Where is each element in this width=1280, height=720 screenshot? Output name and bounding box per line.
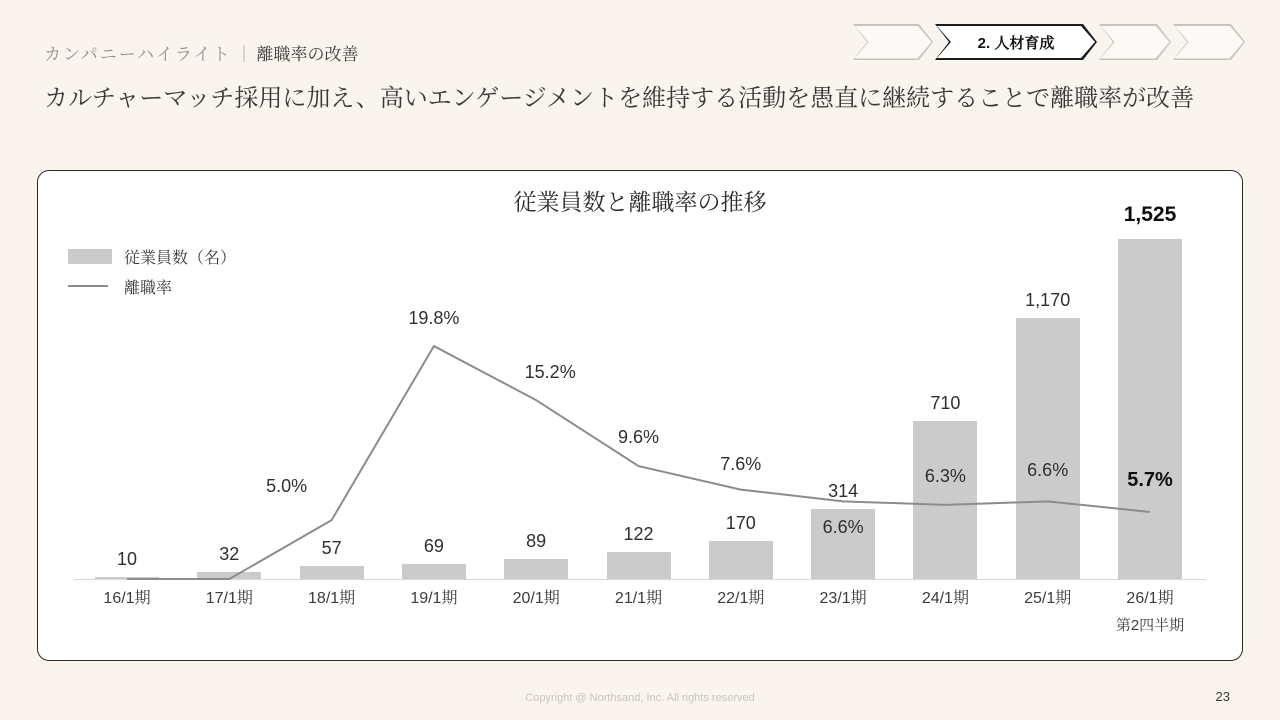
section-step-nav (853, 24, 1245, 60)
bar-value-label: 1,525 (1123, 203, 1177, 226)
slide-header (44, 44, 358, 66)
nav-step-2-active (935, 24, 1097, 60)
bar-value-label: 10 (116, 548, 138, 569)
x-axis-tick-label: 24/1期 (921, 590, 969, 607)
nav-step-label (853, 24, 933, 60)
turnover-percent-label: 15.2% (524, 362, 576, 383)
footer-copyright: Copyright @ Northsand, Inc. All rights reserved (525, 692, 755, 704)
x-axis-tick-label: 26/1期 (1126, 590, 1174, 607)
x-axis-tick-label: 18/1期 (308, 590, 356, 607)
x-axis-tick-label: 16/1期 (103, 590, 151, 607)
nav-step-label (1173, 24, 1245, 60)
bar-value-label: 1,170 (1025, 290, 1071, 311)
nav-step-3 (1099, 24, 1171, 60)
header-separator: ｜ (235, 45, 253, 64)
turnover-line (38, 171, 1244, 662)
bar-value-label: 314 (828, 480, 859, 501)
bar-value-label: 32 (219, 543, 240, 564)
legend-bar-label: 従業員数（名） (124, 249, 237, 267)
slide-subtitle: カルチャーマッチ採用に加え、高いエンゲージメントを維持する活動を愚直に継続することで離職率が改善 (44, 85, 1195, 112)
x-axis-tick-label: 19/1期 (410, 590, 458, 607)
nav-step-label (1099, 24, 1171, 60)
x-axis-tick-label: 22/1期 (717, 590, 765, 607)
x-axis-tick-label: 21/1期 (614, 590, 663, 607)
bar-value-label: 57 (321, 538, 342, 559)
bar-value-label: 69 (423, 535, 444, 556)
x-axis-tick-label: 23/1期 (819, 590, 867, 607)
legend-line-label: 離職率 (124, 279, 173, 297)
x-axis-tick-label: 25/1期 (1024, 590, 1072, 607)
turnover-percent-label: 6.3% (924, 465, 966, 486)
turnover-percent-label: 7.6% (720, 453, 762, 474)
turnover-percent-label: 19.8% (408, 308, 460, 329)
nav-step-1 (853, 24, 933, 60)
bar-value-label: 122 (623, 523, 654, 544)
turnover-percent-label: 6.6% (822, 517, 864, 538)
turnover-percent-label: 9.6% (617, 427, 660, 448)
bar-value-label: 170 (725, 513, 756, 534)
turnover-percent-label: 6.6% (1027, 460, 1069, 481)
turnover-percent-label: 5.7% (1127, 468, 1173, 491)
chart-panel (37, 170, 1243, 661)
page-number: 23 (1215, 689, 1230, 704)
x-axis-tick-label: 17/1期 (205, 590, 253, 607)
nav-step-4 (1173, 24, 1245, 60)
bar-value-label: 710 (930, 392, 961, 413)
x-axis-note: 第2四半期 (1115, 617, 1185, 634)
header-section-label: カンパニーハイライト (44, 45, 232, 64)
nav-step-label: 2. 人材育成 (977, 34, 1055, 52)
x-axis-tick-label: 20/1期 (512, 590, 560, 607)
header-topic-label: 離職率の改善 (256, 45, 359, 64)
plot-area (38, 171, 1242, 660)
bar-value-label: 89 (526, 531, 547, 552)
chart-title: 従業員数と離職率の推移 (513, 189, 767, 215)
turnover-percent-label: 5.0% (266, 476, 308, 497)
